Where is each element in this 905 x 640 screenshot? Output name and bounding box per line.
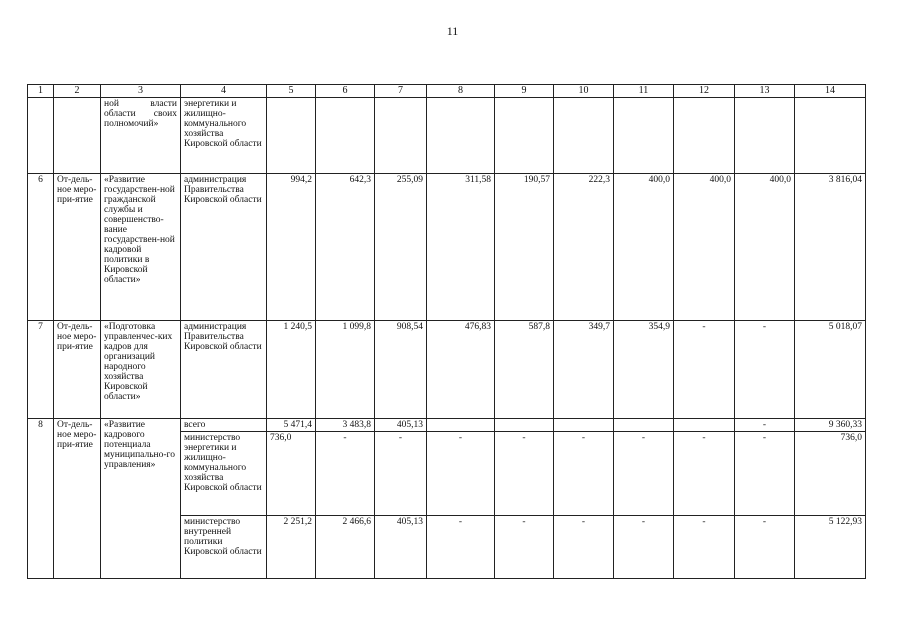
col-header: 11: [614, 85, 674, 98]
value-cell: 222,3: [554, 174, 614, 321]
event-name-cell: ной власти области своих полномочий»: [101, 98, 181, 174]
value-cell: -: [375, 432, 427, 516]
value-cell: 405,13: [375, 419, 427, 432]
col-header: 1: [28, 85, 54, 98]
value-cell: 405,13: [375, 516, 427, 579]
total-value-cell: 736,0: [795, 432, 866, 516]
value-cell: 587,8: [495, 321, 554, 419]
row-number-cell: 6: [28, 174, 54, 321]
value-cell: -: [735, 321, 795, 419]
value-cell: 354,9: [614, 321, 674, 419]
value-cell: 476,83: [427, 321, 495, 419]
table-row-7: [28, 321, 866, 419]
executor-cell: администрация Правительства Кировской области: [181, 174, 267, 321]
value-cell: -: [427, 516, 495, 579]
value-cell: -: [674, 321, 735, 419]
executor-cell: энергетики и жилищно-коммунального хозяйства Кировской области: [181, 98, 267, 174]
value-cell: -: [495, 432, 554, 516]
row-number-cell: 8: [28, 419, 54, 579]
value-cell: [495, 419, 554, 432]
value-cell: 400,0: [735, 174, 795, 321]
executor-cell: всего: [181, 419, 267, 432]
executor-cell: министерство внутренней политики Кировской области: [181, 516, 267, 579]
col-header: 12: [674, 85, 735, 98]
col-header: 3: [101, 85, 181, 98]
value-cell: -: [614, 516, 674, 579]
value-cell: 1 240,5: [267, 321, 316, 419]
total-value-cell: 5 018,07: [795, 321, 866, 419]
program-table: [27, 84, 866, 579]
table-row-continuation: [28, 98, 866, 174]
value-cell: 349,7: [554, 321, 614, 419]
value-cell: 642,3: [316, 174, 375, 321]
total-value-cell: 5 122,93: [795, 516, 866, 579]
value-cell: -: [554, 516, 614, 579]
value-cell: 190,57: [495, 174, 554, 321]
value-cell: 311,58: [427, 174, 495, 321]
value-cell: -: [674, 516, 735, 579]
value-cell: [614, 419, 674, 432]
col-header: 14: [795, 85, 866, 98]
event-status-cell: От-дель-ное меро-при-ятие: [54, 419, 101, 579]
page-number: 11: [446, 24, 459, 38]
row-number-cell: 7: [28, 321, 54, 419]
value-cell: -: [316, 432, 375, 516]
value-cell: 3 483,8: [316, 419, 375, 432]
value-cell: 736,0: [267, 432, 316, 516]
col-header: 8: [427, 85, 495, 98]
table-row-8-total: [28, 419, 866, 432]
col-header: 4: [181, 85, 267, 98]
executor-cell: администрация Правительства Кировской области: [181, 321, 267, 419]
value-cell: -: [735, 419, 795, 432]
value-cell: 2 466,6: [316, 516, 375, 579]
value-cell: -: [674, 432, 735, 516]
value-cell: 400,0: [674, 174, 735, 321]
col-header: 6: [316, 85, 375, 98]
value-cell: -: [554, 432, 614, 516]
event-name-cell: «Подготовка управленчес-ких кадров для организаций народного хозяйства Кировской области»: [101, 321, 181, 419]
value-cell: -: [495, 516, 554, 579]
value-cell: -: [427, 432, 495, 516]
value-cell: -: [735, 432, 795, 516]
value-cell: 1 099,8: [316, 321, 375, 419]
value-cell: 994,2: [267, 174, 316, 321]
executor-cell: министерство энергетики и жилищно-коммунального хозяйства Кировской области: [181, 432, 267, 516]
value-cell: [554, 419, 614, 432]
value-cell: -: [735, 516, 795, 579]
event-status-cell: От-дель-ное меро-при-ятие: [54, 321, 101, 419]
event-name-cell: «Развитие кадрового потенциала муниципально-го управления»: [101, 419, 181, 579]
value-cell: 908,54: [375, 321, 427, 419]
col-header: 9: [495, 85, 554, 98]
col-header: 5: [267, 85, 316, 98]
col-header: 2: [54, 85, 101, 98]
value-cell: -: [614, 432, 674, 516]
event-status-cell: От-дель-ное меро-при-ятие: [54, 174, 101, 321]
value-cell: 5 471,4: [267, 419, 316, 432]
table-row-6: [28, 174, 866, 321]
total-value-cell: 9 360,33: [795, 419, 866, 432]
total-value-cell: 3 816,04: [795, 174, 866, 321]
col-header: 7: [375, 85, 427, 98]
event-name-cell: «Развитие государствен-ной гражданской службы и совершенство-вание государствен-ной кадровой политики в Кировской области»: [101, 174, 181, 321]
col-header: 10: [554, 85, 614, 98]
value-cell: 255,09: [375, 174, 427, 321]
value-cell: [674, 419, 735, 432]
col-header: 13: [735, 85, 795, 98]
value-cell: 2 251,2: [267, 516, 316, 579]
header-row: [28, 85, 866, 98]
value-cell: [427, 419, 495, 432]
value-cell: 400,0: [614, 174, 674, 321]
